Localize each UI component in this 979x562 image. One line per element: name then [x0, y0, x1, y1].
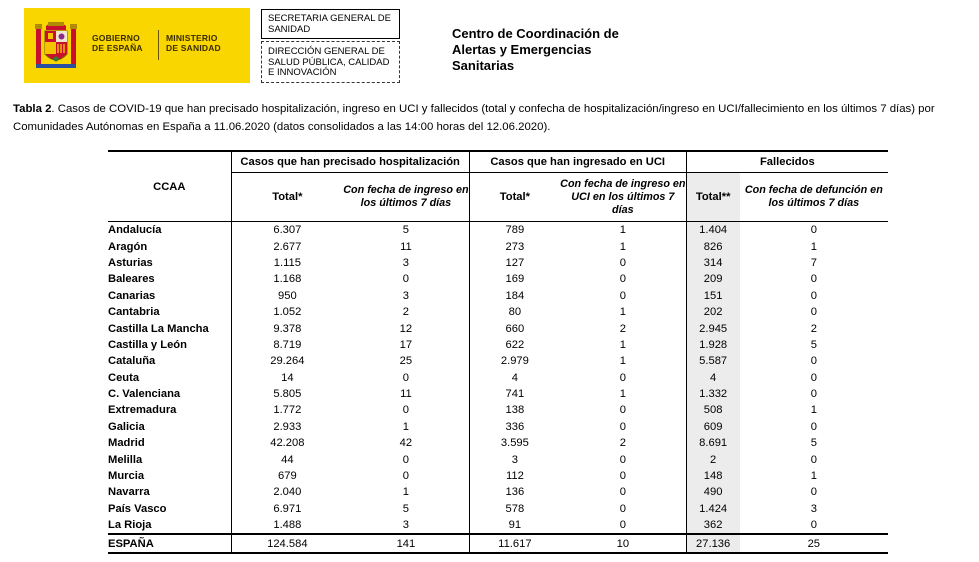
- region-name-cell: Cantabria: [108, 306, 160, 319]
- table-row: [108, 320, 888, 336]
- uci-total-cell: 660: [469, 320, 560, 336]
- center-title-line-1: Centro de Coordinación de: [452, 26, 619, 41]
- fall-7d-cell: 0: [810, 273, 817, 286]
- region-name-cell: Melilla: [108, 453, 143, 466]
- uci-7d-cell: 1: [619, 306, 626, 319]
- hosp-total-cell: 9.378: [231, 320, 343, 336]
- fall-7d-cell: 5: [810, 437, 817, 450]
- region-name-cell: Baleares: [108, 273, 155, 286]
- fall-total-header: Total**: [686, 173, 739, 222]
- total-row: [108, 534, 888, 552]
- fall-7d-cell: 7: [810, 256, 817, 269]
- fall-7d-cell: 3: [810, 502, 817, 515]
- fall-total-cell: 2: [686, 451, 739, 467]
- hosp-7d-cell: 0: [402, 273, 410, 286]
- fall-7d-cell: 0: [810, 224, 817, 237]
- region-name-cell: Murcia: [108, 470, 145, 483]
- hosp-total-cell: 5.805: [231, 386, 343, 402]
- fall-total-cell: 2.945: [686, 320, 739, 336]
- uci-total-cell: 741: [469, 386, 560, 402]
- region-name-cell: Cataluña: [108, 355, 156, 368]
- hosp-total-header: Total*: [231, 173, 343, 222]
- gov-line-1: GOBIERNO: [92, 33, 140, 43]
- ministry-line-2: DE SANIDAD: [166, 43, 221, 53]
- uci-total-cell: 578: [469, 501, 560, 517]
- fall-7d-cell: 0: [810, 388, 817, 401]
- table-row: [108, 517, 888, 534]
- fall-7d-cell: 0: [810, 453, 817, 466]
- table-row: [108, 337, 888, 353]
- ministry-name: [166, 33, 221, 53]
- fall-total-cell: 209: [686, 271, 739, 287]
- table-row: [108, 288, 888, 304]
- uci-total-cell: 273: [469, 238, 560, 254]
- uci-7d-cell: 2: [619, 437, 626, 450]
- table-caption: [13, 100, 973, 136]
- hosp-7d-cell: 0: [402, 470, 410, 483]
- logo-divider: [158, 30, 159, 60]
- center-title-line-3: Sanitarias: [452, 58, 515, 73]
- table-row: [108, 255, 888, 271]
- uci-total-cell: 112: [469, 468, 560, 484]
- uci-7d-cell: 0: [619, 453, 626, 466]
- hosp-total-cell: 1.052: [231, 304, 343, 320]
- document-header: [0, 0, 979, 95]
- uci-total-cell: 136: [469, 484, 560, 500]
- uci-7d-cell: 10: [560, 534, 686, 552]
- ccaa-header: CCAA: [108, 151, 231, 222]
- fall-total-cell: 490: [686, 484, 739, 500]
- government-logo-block: [24, 8, 250, 83]
- hosp-7d-cell: 11: [400, 240, 412, 253]
- fall-7d-cell: 0: [810, 289, 817, 302]
- region-name-cell: Canarias: [108, 289, 156, 302]
- table-row: [108, 468, 888, 484]
- uci-total-cell: 127: [469, 255, 560, 271]
- fall-7d-header: Con fecha de defunción en los últimos 7 días: [740, 173, 888, 222]
- uci-7d-cell: 0: [619, 420, 626, 433]
- uci-7d-cell: 0: [619, 256, 626, 269]
- fall-7d-cell: 1: [810, 470, 817, 483]
- region-name-cell: Madrid: [108, 437, 145, 450]
- group-hosp-header: Casos que han precisado hospitalización: [231, 151, 469, 173]
- coat-of-arms-icon: [34, 18, 78, 74]
- region-name-cell: Aragón: [108, 240, 148, 253]
- fall-total-cell: 1.928: [686, 337, 739, 353]
- hosp-7d-cell: 0: [402, 404, 410, 417]
- group-uci-header: Casos que han ingresado en UCI: [469, 151, 686, 173]
- table-row: [108, 402, 888, 418]
- region-name-cell: Castilla La Mancha: [108, 322, 209, 335]
- hosp-total-cell: 1.115: [231, 255, 343, 271]
- hosp-7d-cell: 1: [402, 420, 410, 433]
- fall-7d-cell: 2: [810, 322, 817, 335]
- gov-line-2: DE ESPAÑA: [92, 43, 143, 53]
- hosp-total-cell: 29.264: [231, 353, 343, 369]
- hosp-7d-cell: 3: [402, 289, 410, 302]
- hosp-total-cell: 2.677: [231, 238, 343, 254]
- uci-total-cell: 4: [469, 370, 560, 386]
- region-name-cell: La Rioja: [108, 519, 152, 532]
- caption-label: Tabla 2: [13, 103, 52, 115]
- table-row: [108, 238, 888, 254]
- fall-total-cell: 1.424: [686, 501, 739, 517]
- uci-7d-cell: 0: [619, 519, 626, 532]
- region-name-cell: Ceuta: [108, 371, 140, 384]
- table-body: [108, 222, 888, 553]
- hosp-total-cell: 6.971: [231, 501, 343, 517]
- secretaria-box: SECRETARIA GENERAL DE SANIDAD: [261, 9, 400, 39]
- fall-7d-cell: 1: [810, 240, 817, 253]
- region-name-cell: C. Valenciana: [108, 388, 181, 401]
- uci-7d-cell: 0: [619, 404, 626, 417]
- hosp-7d-header: Con fecha de ingreso en los últimos 7 días: [343, 173, 469, 222]
- table-row: [108, 419, 888, 435]
- uci-total-cell: 138: [469, 402, 560, 418]
- hosp-total-cell: 1.772: [231, 402, 343, 418]
- region-name-cell: Galicia: [108, 420, 145, 433]
- center-title-line-2: Alertas y Emergencias: [452, 42, 592, 57]
- group-fall-header: Fallecidos: [686, 151, 888, 173]
- hosp-7d-cell: 2: [402, 306, 410, 319]
- uci-7d-cell: 1: [619, 338, 626, 351]
- table-row: [108, 304, 888, 320]
- uci-7d-cell: 0: [619, 273, 626, 286]
- region-name-cell: Extremadura: [108, 404, 177, 417]
- hosp-7d-cell: 1: [402, 486, 410, 499]
- fall-total-cell: 1.404: [686, 222, 739, 239]
- fall-7d-cell: 25: [740, 534, 888, 552]
- hosp-total-cell: 679: [231, 468, 343, 484]
- fall-total-cell: 202: [686, 304, 739, 320]
- center-title: [452, 26, 619, 74]
- fall-7d-cell: 0: [810, 420, 817, 433]
- fall-total-cell: 148: [686, 468, 739, 484]
- uci-total-cell: 169: [469, 271, 560, 287]
- uci-7d-cell: 2: [619, 322, 626, 335]
- hosp-total-cell: 1.488: [231, 517, 343, 534]
- table-row: [108, 451, 888, 467]
- uci-total-cell: 3.595: [469, 435, 560, 451]
- fall-total-cell: 27.136: [686, 534, 739, 552]
- direccion-box: DIRECCIÓN GENERAL DE SALUD PÚBLICA, CALIDAD E INNOVACIÓN: [261, 41, 400, 83]
- fall-7d-cell: 0: [810, 519, 817, 532]
- hosp-total-cell: 6.307: [231, 222, 343, 239]
- fall-7d-cell: 0: [810, 486, 817, 499]
- hosp-total-cell: 1.168: [231, 271, 343, 287]
- region-name-cell: Castilla y León: [108, 338, 187, 351]
- uci-7d-cell: 0: [619, 371, 626, 384]
- hosp-7d-cell: 3: [402, 519, 410, 532]
- uci-7d-cell: 0: [619, 289, 626, 302]
- fall-total-cell: 4: [686, 370, 739, 386]
- table-row: [108, 386, 888, 402]
- hosp-total-cell: 44: [231, 451, 343, 467]
- hosp-7d-cell: 12: [399, 322, 413, 335]
- region-name-cell: ESPAÑA: [108, 534, 231, 552]
- table-row: [108, 222, 888, 239]
- table-row: [108, 370, 888, 386]
- fall-7d-cell: 0: [810, 371, 817, 384]
- uci-total-header: Total*: [469, 173, 560, 222]
- hosp-7d-cell: 17: [399, 338, 413, 351]
- uci-total-cell: 2.979: [469, 353, 560, 369]
- hosp-7d-cell: 25: [399, 355, 413, 368]
- caption-text: . Casos de COVID-19 que han precisado hospitalización, ingreso en UCI y fallecidos (total y confecha de hospitalización/ingreso en UCI/fallecimiento en los últimos 7 días) por Comunidades Autónomas en España a 11.06.2020 (datos consolidados a las 14:00 horas del 12.06.2020).: [13, 103, 935, 133]
- ministry-line-1: MINISTERIO: [166, 33, 218, 43]
- uci-total-cell: 3: [469, 451, 560, 467]
- uci-total-cell: 336: [469, 419, 560, 435]
- uci-total-cell: 622: [469, 337, 560, 353]
- hosp-total-cell: 14: [231, 370, 343, 386]
- hosp-total-cell: 124.584: [231, 534, 343, 552]
- hosp-7d-cell: 141: [343, 534, 469, 552]
- hosp-total-cell: 8.719: [231, 337, 343, 353]
- uci-7d-cell: 0: [619, 502, 626, 515]
- fall-7d-cell: 1: [810, 404, 817, 417]
- uci-total-cell: 11.617: [469, 534, 560, 552]
- gov-name: [92, 33, 143, 53]
- hosp-7d-cell: 0: [402, 371, 410, 384]
- fall-7d-cell: 5: [810, 338, 817, 351]
- fall-total-cell: 8.691: [686, 435, 739, 451]
- hosp-total-cell: 2.933: [231, 419, 343, 435]
- hosp-7d-cell: 5: [402, 224, 410, 237]
- table-row: [108, 484, 888, 500]
- table-row: [108, 353, 888, 369]
- uci-7d-cell: 0: [619, 486, 626, 499]
- fall-total-cell: 314: [686, 255, 739, 271]
- region-name-cell: País Vasco: [108, 502, 167, 515]
- uci-total-cell: 91: [469, 517, 560, 534]
- fall-total-cell: 151: [686, 288, 739, 304]
- uci-total-cell: 184: [469, 288, 560, 304]
- fall-total-cell: 5.587: [686, 353, 739, 369]
- hosp-total-cell: 42.208: [231, 435, 343, 451]
- fall-total-cell: 1.332: [686, 386, 739, 402]
- uci-7d-cell: 1: [619, 240, 626, 253]
- hosp-7d-cell: 11: [400, 388, 412, 401]
- region-name-cell: Andalucía: [108, 224, 162, 237]
- fall-total-cell: 826: [686, 238, 739, 254]
- hosp-total-cell: 2.040: [231, 484, 343, 500]
- hosp-7d-cell: 0: [402, 453, 410, 466]
- uci-7d-cell: 1: [619, 355, 626, 368]
- hosp-total-cell: 950: [231, 288, 343, 304]
- fall-total-cell: 362: [686, 517, 739, 534]
- hosp-7d-cell: 3: [402, 256, 410, 269]
- covid-table: [108, 150, 888, 554]
- fall-7d-cell: 0: [810, 306, 817, 319]
- region-name-cell: Asturias: [108, 256, 153, 269]
- uci-7d-cell: 0: [619, 470, 626, 483]
- uci-7d-header: Con fecha de ingreso en UCI en los últimos 7 días: [560, 173, 686, 222]
- uci-7d-cell: 1: [619, 224, 626, 237]
- fall-7d-cell: 0: [810, 355, 817, 368]
- uci-total-cell: 80: [469, 304, 560, 320]
- uci-total-cell: 789: [469, 222, 560, 239]
- table-row: [108, 501, 888, 517]
- table-row: [108, 435, 888, 451]
- fall-total-cell: 508: [686, 402, 739, 418]
- hosp-7d-cell: 42: [399, 437, 413, 450]
- region-name-cell: Navarra: [108, 486, 150, 499]
- hosp-7d-cell: 5: [402, 502, 410, 515]
- uci-7d-cell: 1: [619, 388, 626, 401]
- fall-total-cell: 609: [686, 419, 739, 435]
- table-row: [108, 271, 888, 287]
